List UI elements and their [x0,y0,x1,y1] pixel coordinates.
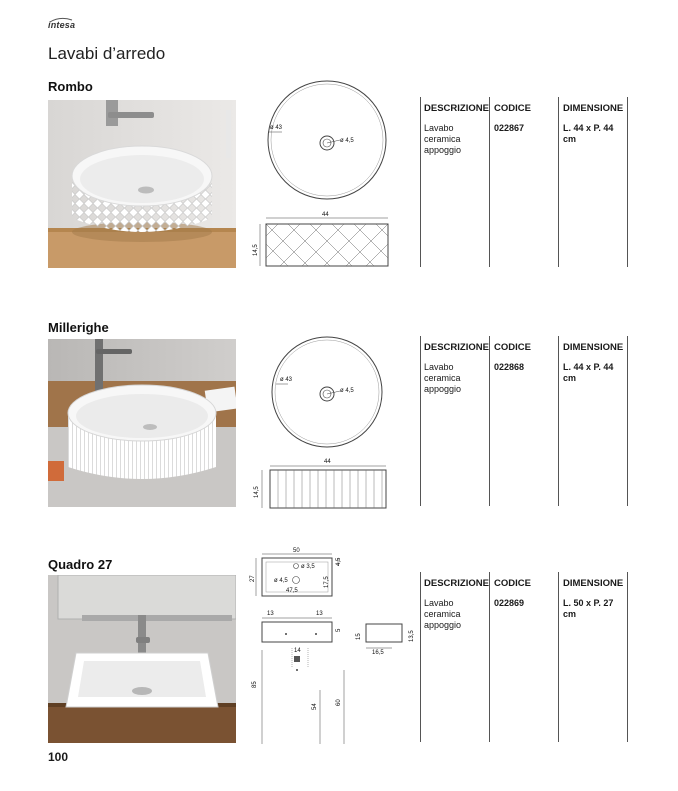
spec-header-descrizione: DESCRIZIONE [424,578,489,589]
spec-description-millerighe: Lavabo ceramica appoggio [424,362,462,394]
dim-wall-left-quadro: 13 [267,611,274,617]
dim-outer-diameter-rombo: ø 43 [270,125,283,131]
dim-height-millerighe: 14,5 [254,486,260,498]
dim-width-quadro: 50 [293,548,300,554]
dim-inner-depth-quadro: 17,5 [324,576,330,588]
spec-description-quadro-27: Lavabo ceramica appoggio [424,598,462,630]
product-title-millerighe: Millerighe [48,320,109,335]
spec-divider [558,572,559,742]
dim-tap-hole-quadro: ø 3,5 [301,564,315,570]
dim-outlet-height-quadro: 60 [336,699,342,706]
dim-side-depth-quadro: 16,5 [372,650,384,656]
spec-dimension-rombo: L. 44 x P. 44 cm [563,123,614,144]
technical-drawing-rombo [252,80,402,275]
spec-divider [627,97,628,267]
spec-divider [420,336,421,506]
spec-header-descrizione: DESCRIZIONE [424,103,489,114]
spec-header-codice: CODICE [494,342,531,353]
page-number: 100 [48,750,69,764]
dim-width-millerighe: 44 [324,459,331,465]
dim-side-height-quadro: 13,5 [409,630,415,642]
dim-drain-diameter-rombo: ø 4,5 [340,138,354,144]
spec-divider [627,336,628,506]
spec-code-quadro-27: 022869 [494,598,525,608]
spec-table-quadro-27 [424,578,634,748]
dim-depth-quadro: 27 [250,575,256,582]
spec-divider [627,572,628,742]
dim-pipe-height-quadro: 54 [312,703,318,710]
dim-front-height-quadro: 15 [356,633,362,640]
spec-description-rombo: Lavabo ceramica appoggio [424,123,462,155]
dim-height-rombo: 14,5 [253,244,259,256]
dim-bracket-quadro: 5 [336,628,342,632]
spec-header-codice: CODICE [494,103,531,114]
dim-floor-height-quadro: 85 [252,681,258,688]
spec-divider [420,97,421,267]
page-title: Lavabi d’arredo [48,44,166,63]
dim-rim-quadro: 4,5 [336,557,342,566]
spec-divider [489,97,490,267]
spec-divider [558,97,559,267]
spec-divider [489,336,490,506]
spec-code-millerighe: 022868 [494,362,525,372]
dim-outer-diameter-millerighe: ø 43 [280,377,293,383]
brand-logo: intesa [48,20,76,30]
dim-waste-offset-quadro: 14 [294,648,301,654]
spec-dimension-quadro-27: L. 50 x P. 27 cm [563,598,614,619]
technical-drawing-quadro-27 [246,544,416,744]
dim-width-rombo: 44 [322,212,329,218]
spec-header-descrizione: DESCRIZIONE [424,342,489,353]
spec-header-dimensione: DIMENSIONE [563,342,624,353]
spec-dimension-millerighe: L. 44 x P. 44 cm [563,362,614,383]
spec-divider [558,336,559,506]
spec-divider [420,572,421,742]
dim-drain-quadro: ø 4,5 [274,578,288,584]
spec-table-rombo [424,103,634,273]
dim-drain-offset-quadro: 47,5 [286,588,298,594]
product-title-quadro-27: Quadro 27 [48,557,113,572]
spec-code-rombo: 022867 [494,123,525,133]
technical-drawing-millerighe [252,334,402,514]
spec-header-dimensione: DIMENSIONE [563,578,624,589]
spec-table-millerighe [424,342,634,512]
dim-drain-diameter-millerighe: ø 4,5 [340,388,354,394]
product-photo-rombo [48,100,236,268]
dim-wall-right-quadro: 13 [316,611,323,617]
product-photo-millerighe [48,339,236,507]
product-photo-quadro-27 [48,575,236,743]
product-title-rombo: Rombo [48,79,93,94]
spec-header-codice: CODICE [494,578,531,589]
spec-header-dimensione: DIMENSIONE [563,103,624,114]
spec-divider [489,572,490,742]
